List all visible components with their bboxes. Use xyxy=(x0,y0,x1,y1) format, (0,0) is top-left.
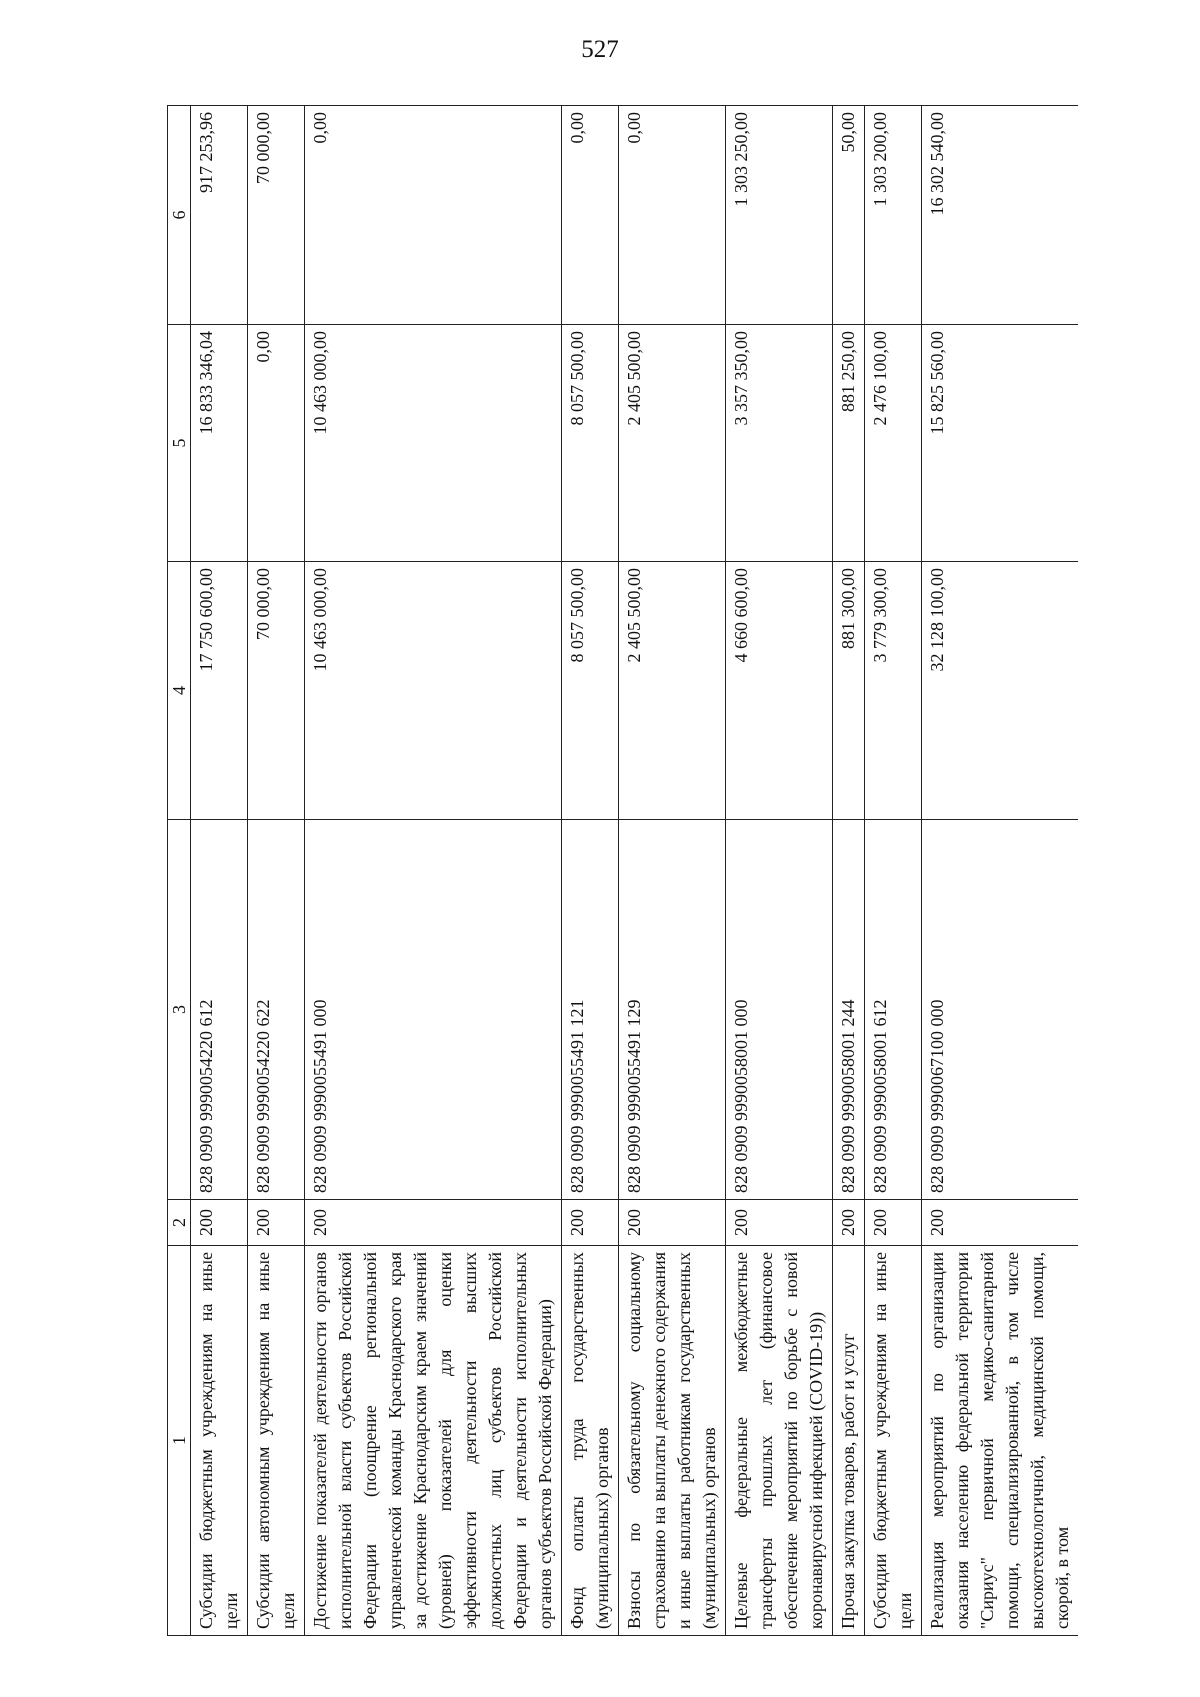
row-budget-classification: 828 0909 9990058001 612 xyxy=(865,820,922,1200)
row-col6: 1 303 200,00 xyxy=(865,106,922,325)
row-description: Фонд оплаты труда государственных (муниципальных) органов xyxy=(562,1246,619,1636)
header-cell: 3 xyxy=(168,820,191,1200)
row-col6: 70 000,00 xyxy=(248,106,305,325)
table-row xyxy=(922,106,1079,1636)
table-row xyxy=(305,106,562,1636)
row-budget-classification: 828 0909 9990055491 129 xyxy=(619,820,726,1200)
row-code: 200 xyxy=(619,1200,726,1246)
row-col5: 2 405 500,00 xyxy=(619,325,726,562)
row-code: 200 xyxy=(562,1200,619,1246)
row-budget-classification: 828 0909 9990054220 622 xyxy=(248,820,305,1200)
row-budget-classification: 828 0909 9990058001 244 xyxy=(833,820,865,1200)
table-row xyxy=(833,106,865,1636)
row-col5: 3 357 350,00 xyxy=(726,325,833,562)
row-col5: 10 463 000,00 xyxy=(305,325,562,562)
row-col4: 3 779 300,00 xyxy=(865,562,922,820)
header-cell: 4 xyxy=(168,562,191,820)
row-code: 200 xyxy=(248,1200,305,1246)
table-header-row xyxy=(168,106,191,1636)
row-budget-classification: 828 0909 9990055491 121 xyxy=(562,820,619,1200)
row-code: 200 xyxy=(922,1200,1079,1246)
table-row xyxy=(726,106,833,1636)
header-cell: 1 xyxy=(168,1246,191,1636)
row-col6: 0,00 xyxy=(562,106,619,325)
row-col5: 881 250,00 xyxy=(833,325,865,562)
row-description: Взносы по обязательному социальному страхованию на выплаты денежного содержания и иные выплаты работникам государственных (муниципальных) органов xyxy=(619,1246,726,1636)
row-col6: 1 303 250,00 xyxy=(726,106,833,325)
row-col6: 16 302 540,00 xyxy=(922,106,1079,325)
row-code: 200 xyxy=(865,1200,922,1246)
row-col6: 50,00 xyxy=(833,106,865,325)
table-row xyxy=(248,106,305,1636)
row-budget-classification: 828 0909 9990058001 000 xyxy=(726,820,833,1200)
page-number: 527 xyxy=(581,36,619,63)
row-description: Целевые федеральные межбюджетные трансферты прошлых лет (финансовое обеспечение мероприятий по борьбе с новой коронавирусной инфекцией (COVID-19)) xyxy=(726,1246,833,1636)
row-description: Субсидии бюджетным учреждениям на иные цели xyxy=(865,1246,922,1636)
table-row xyxy=(562,106,619,1636)
row-code: 200 xyxy=(726,1200,833,1246)
header-cell: 6 xyxy=(168,106,191,325)
row-col5: 15 825 560,00 xyxy=(922,325,1079,562)
rotated-table-container xyxy=(167,106,1127,1636)
row-col5: 0,00 xyxy=(248,325,305,562)
budget-table xyxy=(167,105,1078,1636)
row-col4: 4 660 600,00 xyxy=(726,562,833,820)
row-col5: 2 476 100,00 xyxy=(865,325,922,562)
row-col6: 917 253,96 xyxy=(191,106,248,325)
row-col4: 17 750 600,00 xyxy=(191,562,248,820)
row-description: Реализация мероприятий по организации оказания населению федеральной территории "Сириус" первичной медико-санитарной помощи, специализированной, в том числе высокотехнологичной, медицинской помощи, скорой, в том xyxy=(922,1246,1079,1636)
row-col4: 10 463 000,00 xyxy=(305,562,562,820)
row-budget-classification: 828 0909 9990055491 000 xyxy=(305,820,562,1200)
row-col4: 8 057 500,00 xyxy=(562,562,619,820)
row-col6: 0,00 xyxy=(619,106,726,325)
row-description: Субсидии автономным учреждениям на иные цели xyxy=(248,1246,305,1636)
table-row xyxy=(865,106,922,1636)
table-row xyxy=(191,106,248,1636)
row-code: 200 xyxy=(191,1200,248,1246)
row-description: Достижение показателей деятельности органов исполнительной власти субъектов Российской Федерации (поощрение региональной управленческой команды Краснодарского края за достижение Краснодарским краем значений (уровней) показателей для оценки эффективности деятельности высших должностных лиц субъектов Российской Федерации и деятельности исполнительных органов субъектов Российской Федерации) xyxy=(305,1246,562,1636)
row-col4: 881 300,00 xyxy=(833,562,865,820)
row-col5: 16 833 346,04 xyxy=(191,325,248,562)
row-col4: 32 128 100,00 xyxy=(922,562,1079,820)
row-description: Субсидии бюджетным учреждениям на иные цели xyxy=(191,1246,248,1636)
row-budget-classification: 828 0909 9990067100 000 xyxy=(922,820,1079,1200)
row-description: Прочая закупка товаров, работ и услуг xyxy=(833,1246,865,1636)
row-col4: 2 405 500,00 xyxy=(619,562,726,820)
row-col6: 0,00 xyxy=(305,106,562,325)
row-code: 200 xyxy=(833,1200,865,1246)
table-row xyxy=(619,106,726,1636)
row-col5: 8 057 500,00 xyxy=(562,325,619,562)
row-col4: 70 000,00 xyxy=(248,562,305,820)
row-code: 200 xyxy=(305,1200,562,1246)
header-cell: 5 xyxy=(168,325,191,562)
row-budget-classification: 828 0909 9990054220 612 xyxy=(191,820,248,1200)
header-cell: 2 xyxy=(168,1200,191,1246)
